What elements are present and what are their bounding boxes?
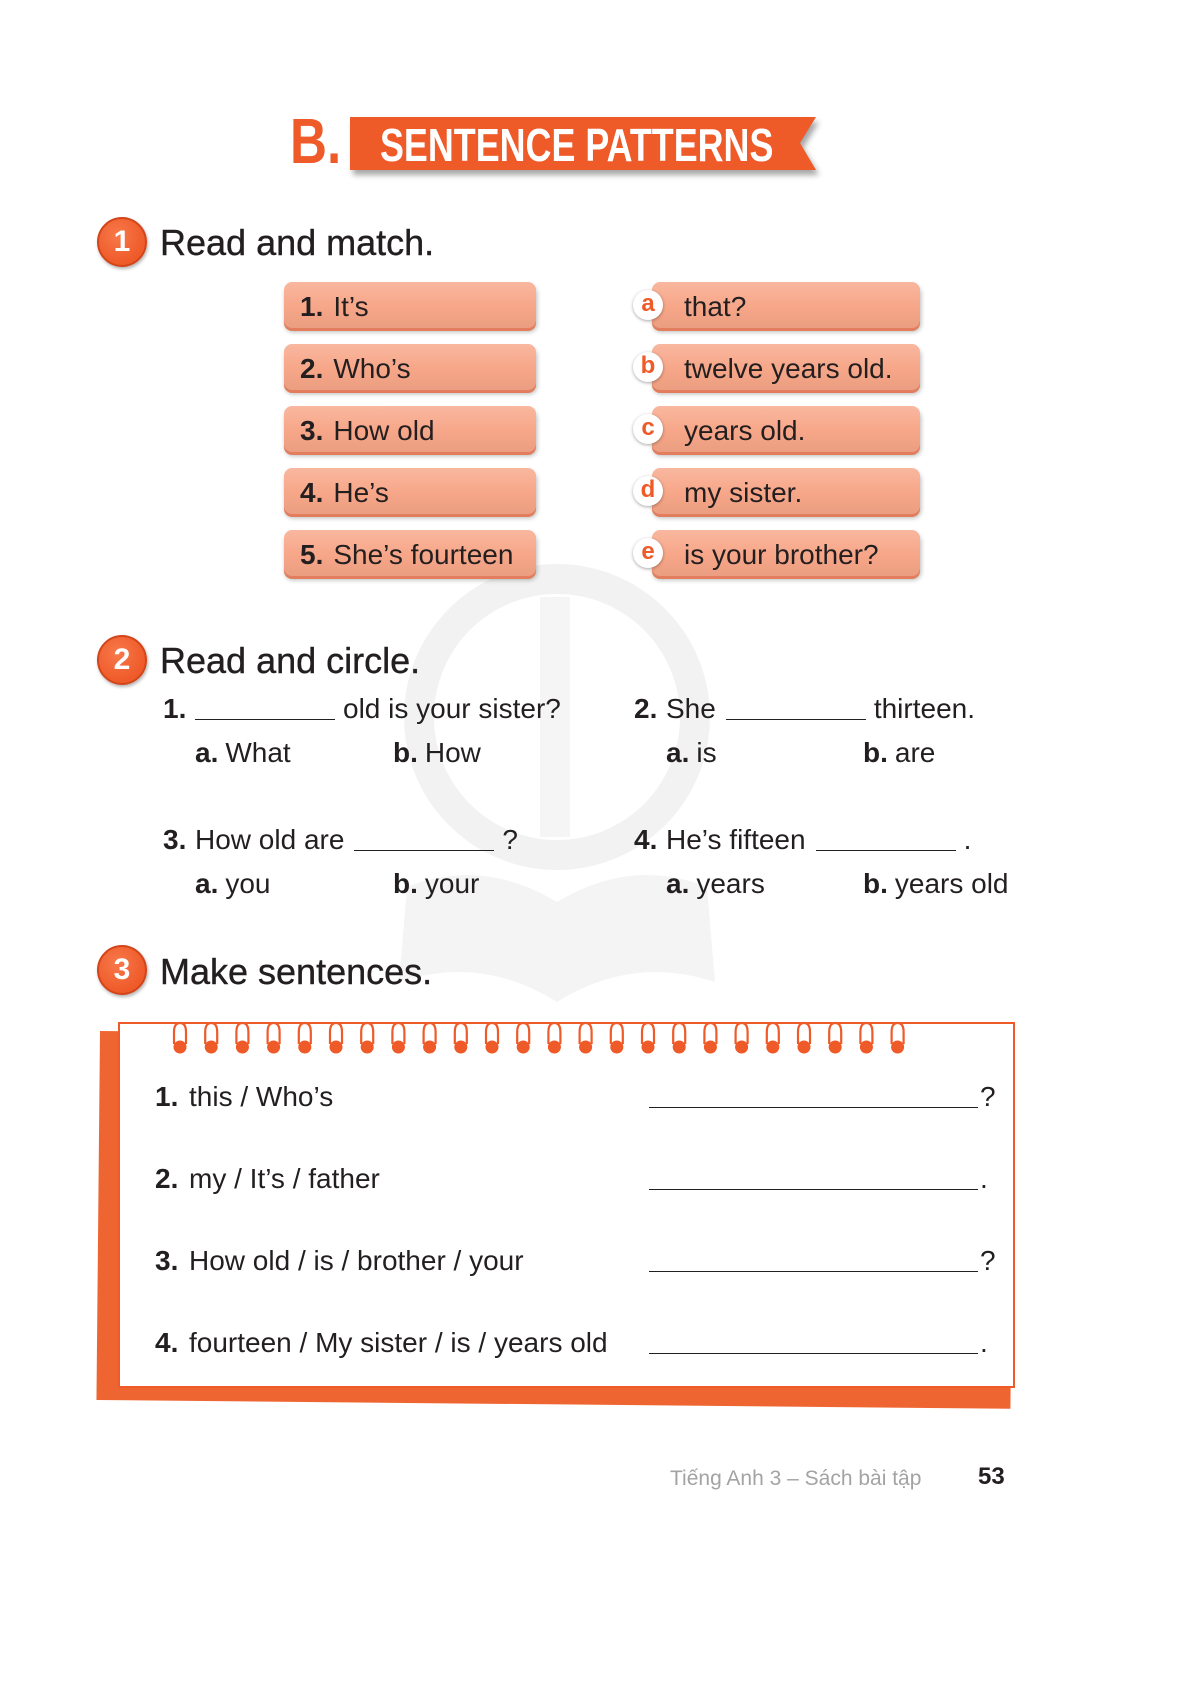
spiral-ring (766, 1023, 779, 1054)
answer-line (649, 1083, 996, 1111)
item-number: 2. (155, 1163, 179, 1194)
spiral-hole (548, 1041, 561, 1054)
sentence-start: She (666, 693, 716, 724)
letter-badge: d (633, 476, 663, 506)
item-text: Who’s (333, 353, 411, 384)
spiral-hole (330, 1041, 343, 1054)
item-number: 3. (155, 1245, 179, 1276)
page-number: 53 (978, 1463, 1005, 1490)
notebook-spiral (160, 1020, 920, 1060)
option-label: b. (393, 868, 418, 899)
option-text: is (696, 737, 717, 768)
exercise-instruction: Make sentences. (160, 951, 433, 992)
option-b (393, 739, 481, 767)
item-number: 1. (155, 1081, 179, 1112)
item-text: She’s fourteen (333, 539, 514, 570)
spiral-hole (829, 1041, 842, 1054)
question-number: 4. (634, 824, 658, 855)
spiral-hole (673, 1041, 686, 1054)
question-number: 3. (163, 824, 187, 855)
item-number: 4. (155, 1327, 179, 1358)
spiral-hole (454, 1041, 467, 1054)
answer-blank (354, 849, 494, 851)
spiral-hole (610, 1041, 623, 1054)
match-right-item (652, 406, 920, 452)
option-text: What (225, 737, 291, 768)
match-left-item (284, 282, 536, 328)
letter-badge: e (633, 538, 663, 568)
answer-blank (649, 1188, 978, 1190)
option-label: a. (666, 868, 690, 899)
spiral-hole (423, 1041, 436, 1054)
answer-line (649, 1165, 988, 1193)
item-text: It’s (333, 291, 369, 322)
spiral-hole (860, 1041, 873, 1054)
spiral-ring (610, 1023, 623, 1054)
spiral-ring (298, 1023, 311, 1054)
match-left-item (284, 530, 536, 576)
spiral-hole (766, 1041, 779, 1054)
match-right-item (652, 468, 920, 514)
question-number: 2. (634, 693, 658, 724)
answer-blank (816, 849, 956, 851)
spiral-hole (798, 1041, 811, 1054)
sentence-punctuation: ? (980, 1245, 996, 1276)
spiral-hole (891, 1041, 904, 1054)
section-letter: B. (290, 105, 342, 177)
sentence-end: ? (502, 824, 518, 855)
item-number: 2. (300, 353, 324, 384)
sentence-punctuation: . (980, 1327, 988, 1358)
option-a (666, 739, 717, 767)
item-text: twelve years old. (684, 353, 893, 384)
spiral-ring (548, 1023, 561, 1054)
spiral-hole (392, 1041, 405, 1054)
option-text: years old (894, 868, 1009, 899)
sentence-start: He’s fifteen (666, 824, 806, 855)
spiral-hole (361, 1041, 374, 1054)
sentence-prompt (155, 1329, 608, 1357)
item-text: is your brother? (684, 539, 879, 570)
option-text: your (424, 868, 480, 899)
exercise-number-badge: 1 (97, 217, 147, 267)
answer-blank (649, 1352, 978, 1354)
item-text: my sister. (684, 477, 803, 508)
item-text: that? (684, 291, 747, 322)
letter-badge: b (633, 352, 663, 382)
scrambled-words: How old / is / brother / your (189, 1245, 524, 1276)
option-b (393, 870, 479, 898)
option-label: a. (666, 737, 690, 768)
option-text: years (696, 868, 765, 899)
item-number: 5. (300, 539, 324, 570)
sentence-end: thirteen. (873, 693, 975, 724)
sentence-end: . (963, 824, 972, 855)
match-right-item (652, 282, 920, 328)
spiral-hole (704, 1041, 717, 1054)
spiral-ring (829, 1023, 842, 1054)
exercise-instruction: Read and circle. (160, 640, 421, 681)
letter-badge: a (633, 290, 663, 320)
match-right-item (652, 530, 920, 576)
sentence-start: How old are (195, 824, 345, 855)
answer-blank (195, 718, 335, 720)
exercise-instruction: Read and match. (160, 222, 435, 263)
spiral-ring (267, 1023, 280, 1054)
option-label: a. (195, 868, 219, 899)
question-sentence (666, 826, 971, 854)
notebook-card (118, 1022, 1015, 1388)
scrambled-words: fourteen / My sister / is / years old (189, 1327, 608, 1358)
spiral-ring (205, 1023, 218, 1054)
spiral-ring (579, 1023, 592, 1054)
sentence-prompt (155, 1165, 380, 1193)
option-label: a. (195, 737, 219, 768)
letter-badge: c (633, 414, 663, 444)
option-a (195, 739, 291, 767)
spiral-hole (174, 1041, 187, 1054)
item-text: years old. (684, 415, 806, 446)
spiral-ring (174, 1023, 187, 1054)
spiral-ring (704, 1023, 717, 1054)
match-right-item (652, 344, 920, 390)
spiral-hole (579, 1041, 592, 1054)
spiral-ring (486, 1023, 499, 1054)
option-label: b. (393, 737, 418, 768)
spiral-ring (361, 1023, 374, 1054)
match-left-item (284, 406, 536, 452)
option-a (666, 870, 765, 898)
item-number: 1. (300, 291, 324, 322)
item-text: How old (333, 415, 435, 446)
question-sentence (666, 695, 975, 723)
sentence-punctuation: . (980, 1163, 988, 1194)
spiral-ring (236, 1023, 249, 1054)
spiral-hole (517, 1041, 530, 1054)
spiral-ring (423, 1023, 436, 1054)
spiral-ring (673, 1023, 686, 1054)
item-number: 3. (300, 415, 324, 446)
spiral-hole (205, 1041, 218, 1054)
spiral-hole (267, 1041, 280, 1054)
spiral-hole (735, 1041, 748, 1054)
answer-blank (649, 1106, 978, 1108)
answer-blank (726, 718, 866, 720)
sentence-punctuation: ? (980, 1081, 996, 1112)
scrambled-words: this / Who’s (189, 1081, 334, 1112)
section-title: SENTENCE PATTERNS (380, 119, 774, 171)
option-text: are (894, 737, 936, 768)
spiral-hole (486, 1041, 499, 1054)
question-number: 1. (163, 693, 187, 724)
item-number: 4. (300, 477, 324, 508)
answer-line (649, 1247, 996, 1275)
option-text: you (225, 868, 271, 899)
spiral-ring (517, 1023, 530, 1054)
option-label: b. (863, 868, 888, 899)
sentence-end: old is your sister? (343, 693, 561, 724)
spiral-ring (642, 1023, 655, 1054)
option-a (195, 870, 271, 898)
match-left-item (284, 468, 536, 514)
option-label: b. (863, 737, 888, 768)
sentence-prompt (155, 1247, 524, 1275)
spiral-ring (891, 1023, 904, 1054)
exercise-number-badge: 3 (97, 945, 147, 995)
match-left-item (284, 344, 536, 390)
spiral-hole (298, 1041, 311, 1054)
question-sentence (195, 695, 561, 723)
answer-blank (649, 1270, 978, 1272)
option-text: How (424, 737, 481, 768)
option-b (863, 870, 1009, 898)
spiral-ring (860, 1023, 873, 1054)
spiral-ring (392, 1023, 405, 1054)
spiral-ring (330, 1023, 343, 1054)
item-text: He’s (333, 477, 389, 508)
book-title: Tiếng Anh 3 – Sách bài tập (670, 1467, 922, 1490)
watermark-logo (377, 557, 737, 1017)
scrambled-words: my / It’s / father (189, 1163, 380, 1194)
sentence-prompt (155, 1083, 333, 1111)
question-sentence (195, 826, 518, 854)
exercise-number-badge: 2 (97, 635, 147, 685)
spiral-hole (236, 1041, 249, 1054)
spiral-ring (735, 1023, 748, 1054)
spiral-ring (454, 1023, 467, 1054)
answer-line (649, 1329, 988, 1357)
spiral-ring (798, 1023, 811, 1054)
option-b (863, 739, 935, 767)
spiral-hole (642, 1041, 655, 1054)
